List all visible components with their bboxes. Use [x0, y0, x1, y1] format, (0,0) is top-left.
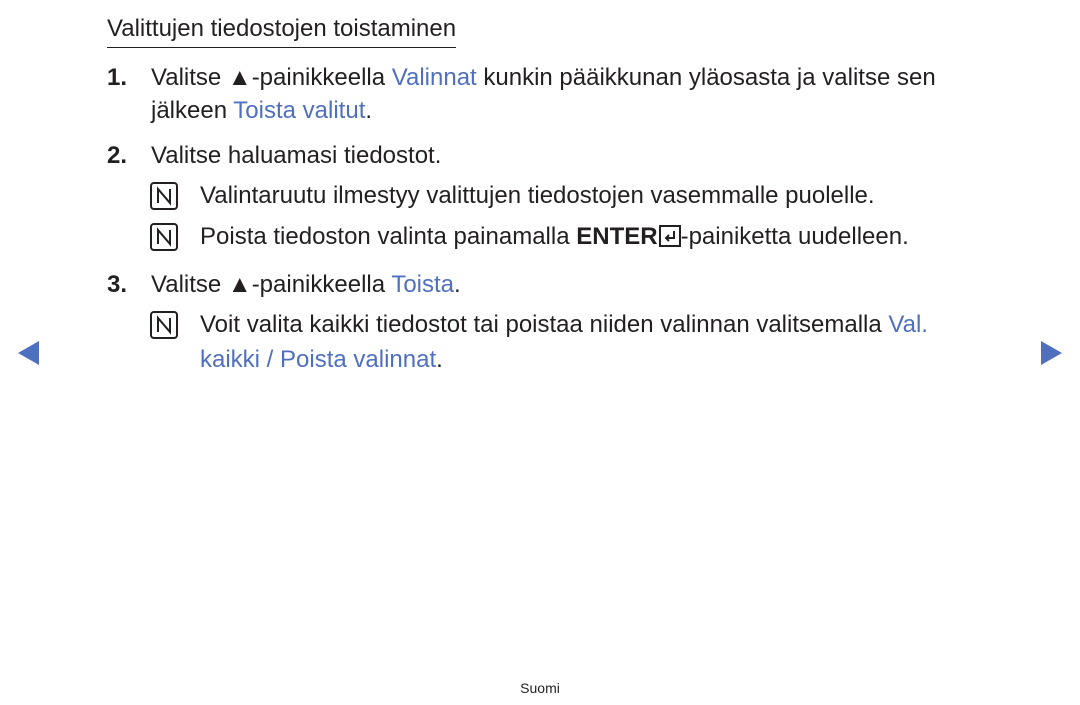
link-toista-valitut[interactable]: Toista valitut	[233, 97, 366, 124]
link-val[interactable]: Val.	[888, 311, 928, 338]
step-1-text: -painikkeella	[251, 64, 392, 91]
note-icon	[149, 222, 179, 252]
note-text: Voit valita kaikki tiedostot tai poistaa niiden valinnan valitsemalla	[200, 311, 889, 338]
step-2-number: 2.	[107, 142, 128, 169]
note-text: .	[436, 346, 443, 373]
note-text: Poista tiedoston valinta painamalla	[200, 223, 577, 250]
step-1-number: 1.	[107, 64, 128, 91]
next-page-arrow-icon[interactable]	[1039, 340, 1063, 366]
note-text: -painiketta uudelleen.	[680, 223, 909, 250]
step-3-text: -painikkeella	[251, 271, 392, 298]
enter-key-label: ENTER	[576, 223, 658, 250]
step-2-text: Valitse haluamasi tiedostot.	[151, 142, 442, 169]
step-3-text: Valitse	[151, 271, 228, 298]
step-1-text: Valitse	[151, 64, 228, 91]
prev-page-arrow-icon[interactable]	[17, 340, 41, 366]
step-1-line-1	[151, 63, 936, 93]
step-3-note-line-1	[200, 310, 928, 340]
step-3-note-line-2	[200, 345, 443, 375]
step-1-text: jälkeen	[151, 97, 234, 124]
step-2-note-2	[200, 222, 909, 252]
section-heading: Valittujen tiedostojen toistaminen	[107, 14, 456, 48]
step-3-line-1	[151, 270, 461, 300]
up-arrow-symbol: ▲	[227, 271, 252, 298]
enter-return-icon	[659, 225, 681, 247]
step-1-text: .	[365, 97, 373, 124]
page-language-footer: Suomi	[520, 680, 560, 696]
link-kaikki-poista-valinnat[interactable]: kaikki / Poista valinnat	[200, 346, 437, 373]
note-icon	[149, 181, 179, 211]
step-3-text: .	[454, 271, 461, 298]
up-arrow-symbol: ▲	[227, 64, 252, 91]
step-1-line-2	[151, 96, 372, 126]
step-3-number: 3.	[107, 271, 128, 298]
note-icon	[149, 310, 179, 340]
link-valinnat[interactable]: Valinnat	[391, 64, 477, 91]
link-toista[interactable]: Toista	[391, 271, 455, 298]
step-1-text: kunkin pääikkunan yläosasta ja valitse sen	[476, 64, 936, 91]
step-2-note-1: Valintaruutu ilmestyy valittujen tiedostojen vasemmalle puolelle.	[200, 182, 875, 209]
